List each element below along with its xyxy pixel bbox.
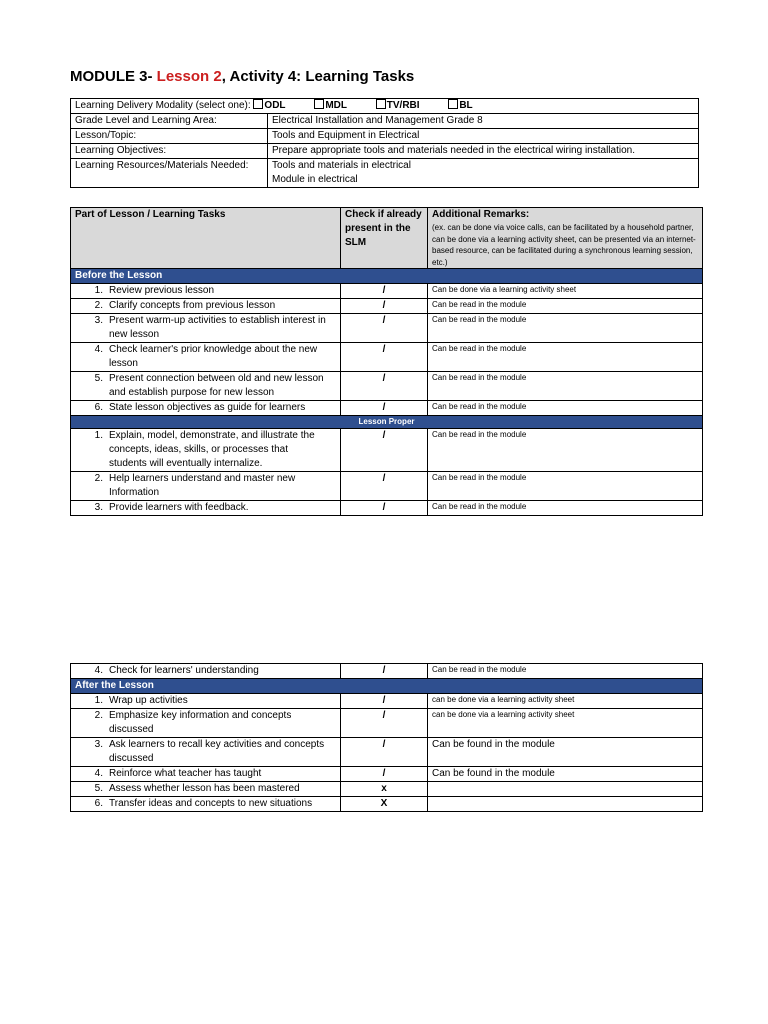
header-part-of-lesson: Part of Lesson / Learning Tasks (71, 208, 341, 269)
task-number: 3. (94, 315, 103, 326)
check-cell: / (341, 694, 428, 709)
option-tvrbi[interactable] (376, 99, 420, 113)
info-label: Learning Resources/Materials Needed: (71, 159, 268, 188)
check-cell: / (341, 501, 428, 516)
info-row (71, 144, 699, 159)
option-mdl[interactable] (314, 99, 347, 113)
task-text: Explain, model, demonstrate, and illustrate the concepts, ideas, skills, or processes that students will eventually internalize. (109, 430, 315, 469)
task-cell (71, 299, 341, 314)
remark-cell: Can be read in the module (428, 299, 703, 314)
check-cell: / (341, 314, 428, 343)
section-title: Lesson Proper (71, 416, 703, 429)
task-number: 1. (94, 430, 103, 441)
info-value: Tools and Equipment in Electrical (268, 129, 699, 144)
table-row (71, 343, 703, 372)
table-row (71, 767, 703, 782)
task-text: Assess whether lesson has been mastered (109, 783, 300, 794)
table-row (71, 299, 703, 314)
table-row (71, 782, 703, 797)
table-row (71, 401, 703, 416)
remark-cell: Can be read in the module (428, 664, 703, 679)
lesson-info-table (70, 98, 699, 188)
task-number: 1. (94, 695, 103, 706)
task-cell (71, 664, 341, 679)
remark-cell: Can be read in the module (428, 372, 703, 401)
task-number: 4. (94, 344, 103, 355)
task-number: 2. (94, 300, 103, 311)
checkbox-icon[interactable] (448, 99, 458, 109)
table-row (71, 501, 703, 516)
remark-cell: Can be found in the module (428, 738, 703, 767)
section-title: Before the Lesson (71, 269, 703, 284)
task-text: Review previous lesson (109, 285, 215, 296)
task-cell (71, 797, 341, 812)
modality-row (71, 99, 699, 114)
section-before (71, 269, 703, 284)
task-text: Transfer ideas and concepts to new situations (109, 798, 313, 809)
remark-cell: can be done via a learning activity sheet (428, 709, 703, 738)
header-check: Check if already present in the SLM (341, 208, 428, 269)
task-cell (71, 709, 341, 738)
remark-cell (428, 782, 703, 797)
task-text: Ask learners to recall key activities and concepts discussed (109, 739, 325, 764)
check-cell: / (341, 472, 428, 501)
task-text: Wrap up activities (109, 695, 188, 706)
option-label: ODL (264, 100, 286, 111)
table-row (71, 314, 703, 343)
modality-label: Learning Delivery Modality (select one): (75, 100, 251, 111)
task-cell (71, 372, 341, 401)
task-number: 5. (94, 373, 103, 384)
task-number: 3. (94, 739, 103, 750)
task-cell (71, 694, 341, 709)
task-text: Clarify concepts from previous lesson (109, 300, 276, 311)
remark-cell: Can be found in the module (428, 767, 703, 782)
checkbox-icon[interactable] (253, 99, 263, 109)
remark-cell: Can be read in the module (428, 472, 703, 501)
task-text: Check learner's prior knowledge about the new lesson (109, 344, 318, 369)
info-row (71, 159, 699, 188)
info-value-line: Tools and materials in electrical (272, 160, 411, 171)
header-remarks (428, 208, 703, 269)
check-cell: / (341, 343, 428, 372)
table-row (71, 797, 703, 812)
task-cell (71, 401, 341, 416)
task-text: Check for learners' understanding (109, 665, 259, 676)
table-row (71, 694, 703, 709)
task-cell (71, 501, 341, 516)
task-number: 4. (94, 665, 103, 676)
learning-tasks-table (70, 207, 703, 516)
remarks-note: (ex. can be done via voice calls, can be facilitated by a household partner, can be done via a learning activity sheet, can be presented via an internet- based resource, can be facilitated during a synchronous learning session, etc.) (432, 223, 696, 267)
task-cell (71, 767, 341, 782)
task-number: 6. (94, 402, 103, 413)
check-cell: / (341, 709, 428, 738)
task-cell (71, 472, 341, 501)
table-row (71, 709, 703, 738)
option-odl[interactable] (253, 99, 285, 113)
info-value: Electrical Installation and Management Grade 8 (268, 114, 699, 129)
check-cell: / (341, 767, 428, 782)
option-label: BL (459, 100, 473, 111)
modality-cell (71, 99, 699, 114)
table-row (71, 284, 703, 299)
remark-cell: can be done via a learning activity sheet (428, 694, 703, 709)
task-text: Help learners understand and master new Information (109, 473, 296, 498)
info-value-line: Module in electrical (272, 174, 358, 185)
info-label: Lesson/Topic: (71, 129, 268, 144)
task-cell (71, 782, 341, 797)
task-number: 6. (94, 798, 103, 809)
task-cell (71, 429, 341, 472)
task-cell (71, 343, 341, 372)
table-row (71, 664, 703, 679)
check-cell: / (341, 664, 428, 679)
task-number: 3. (94, 502, 103, 513)
remark-cell: Can be read in the module (428, 314, 703, 343)
checkbox-icon[interactable] (376, 99, 386, 109)
task-text: Reinforce what teacher has taught (109, 768, 262, 779)
learning-tasks-table-continued (70, 663, 703, 812)
remark-cell: Can be read in the module (428, 429, 703, 472)
table-row (71, 472, 703, 501)
task-text: Provide learners with feedback. (109, 502, 249, 513)
remark-cell: Can be read in the module (428, 343, 703, 372)
task-text: Present connection between old and new lesson and establish purpose for new lesson (109, 373, 324, 398)
task-text: Emphasize key information and concepts discussed (109, 710, 292, 735)
info-label: Learning Objectives: (71, 144, 268, 159)
check-cell: / (341, 738, 428, 767)
section-after (71, 679, 703, 694)
task-text: State lesson objectives as guide for learners (109, 402, 306, 413)
task-cell (71, 284, 341, 299)
remark-cell (428, 797, 703, 812)
table-row (71, 372, 703, 401)
remark-cell: Can be read in the module (428, 401, 703, 416)
page-title (70, 68, 414, 85)
title-prefix: MODULE 3- (70, 68, 157, 85)
info-row (71, 114, 699, 129)
section-title: After the Lesson (71, 679, 703, 694)
task-number: 2. (94, 710, 103, 721)
remarks-title: Additional Remarks: (432, 209, 530, 220)
task-number: 5. (94, 783, 103, 794)
check-cell: / (341, 299, 428, 314)
title-suffix: , Activity 4: Learning Tasks (221, 68, 415, 85)
task-cell (71, 314, 341, 343)
task-cell (71, 738, 341, 767)
info-value (268, 159, 699, 188)
title-lesson: Lesson 2 (156, 68, 222, 85)
remark-cell: Can be read in the module (428, 501, 703, 516)
option-label: TV/RBI (386, 100, 420, 111)
section-lesson-proper (71, 416, 703, 429)
check-cell: x (341, 782, 428, 797)
table-row (71, 738, 703, 767)
info-row (71, 129, 699, 144)
check-cell: / (341, 372, 428, 401)
table-row (71, 429, 703, 472)
task-number: 2. (94, 473, 103, 484)
remark-cell: Can be done via a learning activity sheet (428, 284, 703, 299)
task-number: 4. (94, 768, 103, 779)
task-text: Present warm-up activities to establish interest in new lesson (109, 315, 326, 340)
table-header-row (71, 208, 703, 269)
option-bl[interactable] (448, 99, 472, 113)
task-number: 1. (94, 285, 103, 296)
info-value: Prepare appropriate tools and materials needed in the electrical wiring installation. (268, 144, 699, 159)
option-label: MDL (325, 100, 347, 111)
check-cell: / (341, 401, 428, 416)
check-cell: X (341, 797, 428, 812)
check-cell: / (341, 429, 428, 472)
check-cell: / (341, 284, 428, 299)
info-label: Grade Level and Learning Area: (71, 114, 268, 129)
checkbox-icon[interactable] (314, 99, 324, 109)
